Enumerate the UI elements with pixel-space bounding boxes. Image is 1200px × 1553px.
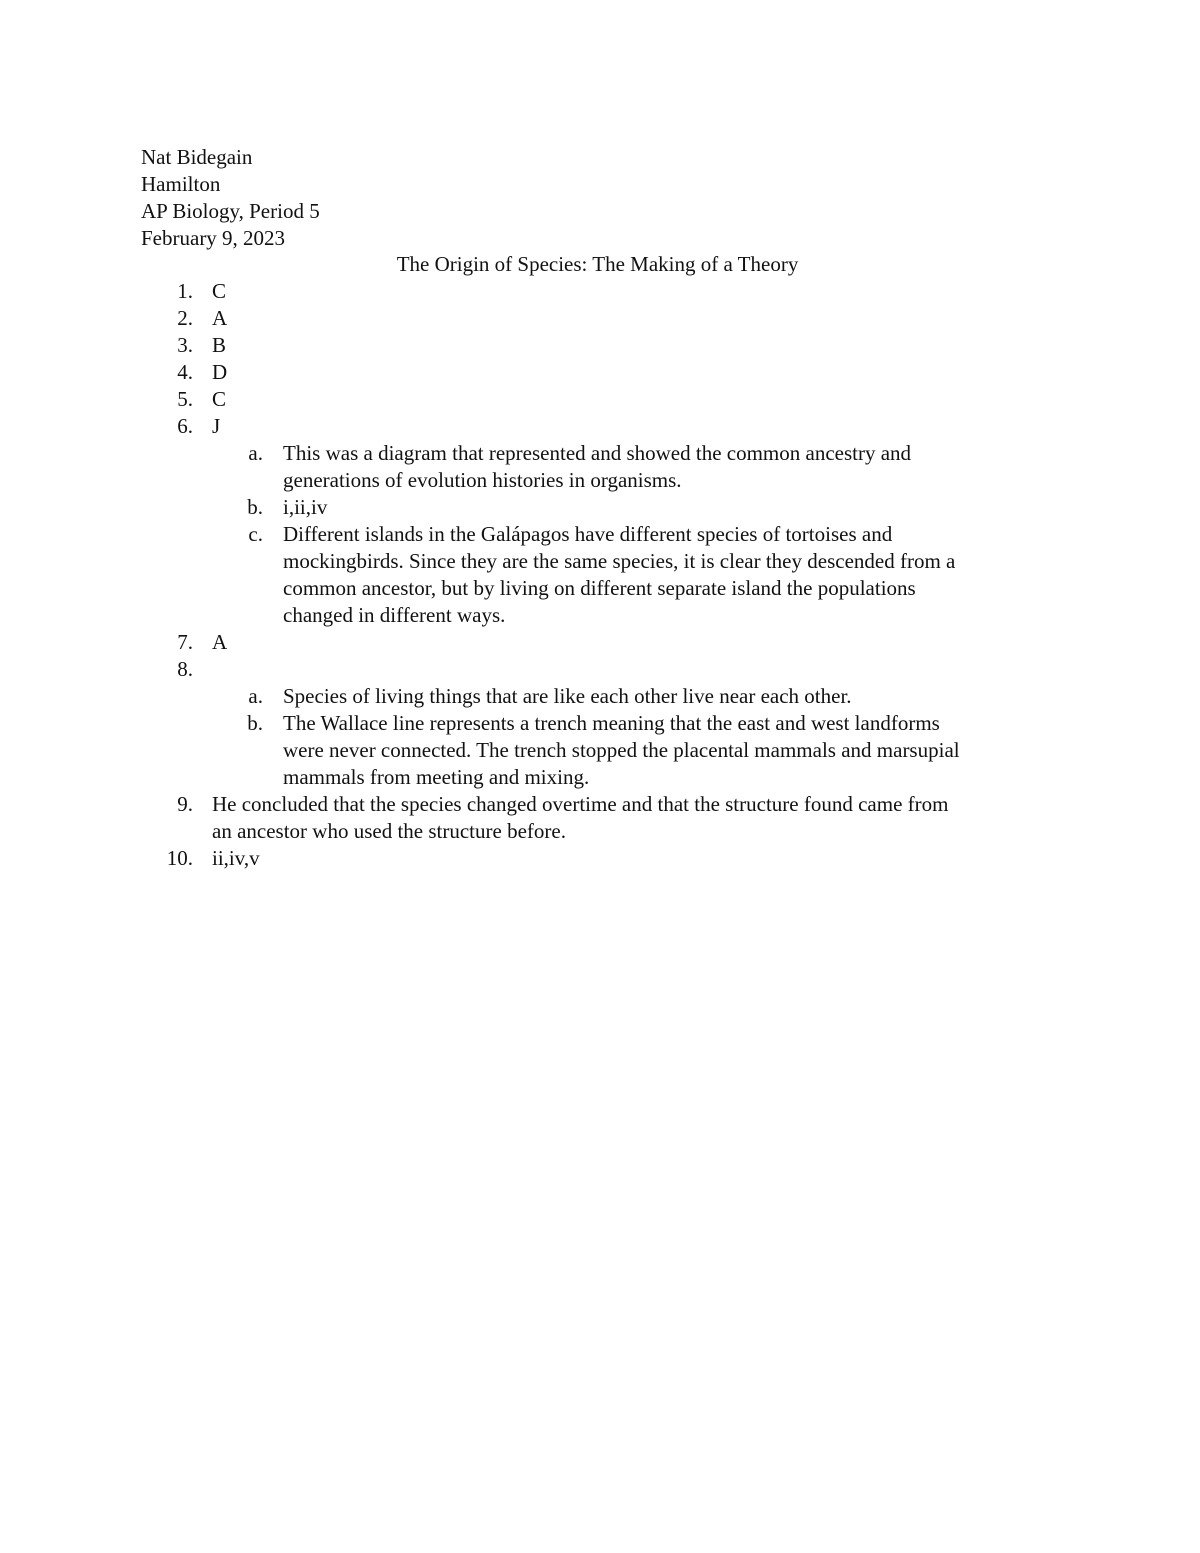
course-period: AP Biology, Period 5 — [141, 199, 320, 223]
sub-answer-text: common ancestor, but by living on different separate island the populations — [283, 576, 916, 600]
answer-text: B — [212, 333, 227, 357]
answer-number: 5. — [177, 387, 193, 411]
sub-answer-text: changed in different ways. — [283, 603, 506, 627]
sub-answer-text: were never connected. The trench stopped the placental mammals and marsupial — [283, 738, 960, 762]
sub-answer-text: Species of living things that are like each other live near each other. — [283, 684, 852, 708]
answer-number: 3. — [177, 333, 193, 357]
answer-text: A — [212, 306, 228, 330]
sub-answer-letter: b. — [247, 495, 263, 519]
answer-number: 4. — [177, 360, 193, 384]
sub-answer-text: mammals from meeting and mixing. — [283, 765, 590, 789]
answer-number: 8. — [177, 657, 193, 681]
answer-number: 6. — [177, 414, 193, 438]
answer-number: 7. — [177, 630, 193, 654]
sub-answer-text: This was a diagram that represented and showed the common ancestry and — [283, 441, 912, 465]
sub-answer-text: The Wallace line represents a trench meaning that the east and west landforms — [283, 711, 940, 735]
student-name: Nat Bidegain — [141, 145, 253, 169]
document-date: February 9, 2023 — [141, 226, 286, 250]
answer-number: 2. — [177, 306, 193, 330]
answer-number: 1. — [177, 279, 193, 303]
sub-answer-letter: a. — [248, 441, 263, 465]
answer-text: D — [212, 360, 228, 384]
answer-text: He concluded that the species changed overtime and that the structure found came from — [212, 792, 949, 816]
sub-answer-text: Different islands in the Galápagos have different species of tortoises and — [283, 522, 893, 546]
answer-text: ii,iv,v — [212, 846, 260, 870]
sub-answer-letter: a. — [248, 684, 263, 708]
sub-answer-text: i,ii,iv — [283, 495, 328, 519]
answer-text: C — [212, 387, 227, 411]
sub-answer-letter: b. — [247, 711, 263, 735]
sub-answer-text: mockingbirds. Since they are the same species, it is clear they descended from a — [283, 549, 956, 573]
answer-number: 9. — [177, 792, 193, 816]
sub-answer-text: generations of evolution histories in organisms. — [283, 468, 682, 492]
answer-number: 10. — [166, 846, 193, 870]
answer-text: an ancestor who used the structure before. — [212, 819, 566, 843]
document-title: The Origin of Species: The Making of a Theory — [396, 252, 799, 276]
answer-text: A — [212, 630, 228, 654]
answer-text: J — [212, 414, 221, 438]
sub-answer-letter: c. — [248, 522, 263, 546]
answer-text: C — [212, 279, 227, 303]
teacher-name: Hamilton — [141, 172, 221, 196]
